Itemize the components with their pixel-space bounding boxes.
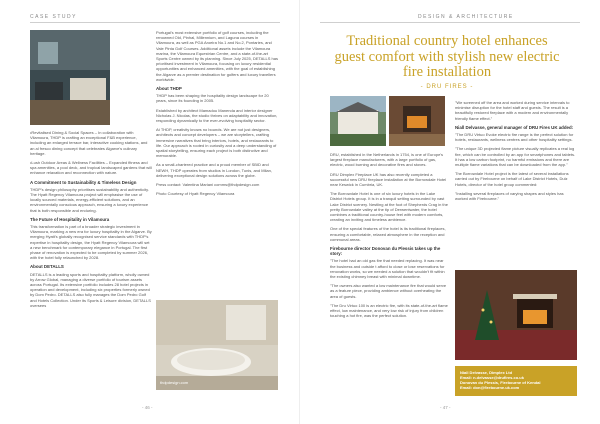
contact-line: Niall Delvasse, Dimplex Ltd xyxy=(460,370,513,375)
paragraph: "The owners also wanted a low maintenance fire that would serve as a feature piece, providing ambience without overheating the area of guests. xyxy=(330,283,447,299)
paragraph: DRU Dimplex Fireplace UK has also recently completed a successful new DRU fireplace installation at the Borrowdale Hotel near Keswick in Cumbria, UK. xyxy=(330,171,447,188)
paragraph: One of the special features of the hotel is its traditional fireplaces, ensuring a comfortable, relaxed atmosphere in the reception and communal areas. xyxy=(330,226,446,242)
header-divider xyxy=(30,22,280,23)
right-col-1 xyxy=(330,152,448,322)
paragraph: As a small-chartered practice and a proud member of SBID and NEWH, THDP operates from studios in London, Tunis, and Milan, delivering exceptional design solutions across the globe. xyxy=(156,162,272,178)
section-header: CASE STUDY xyxy=(30,14,77,20)
page-number: - 47 - xyxy=(440,405,451,410)
paragraph: This transformation is part of a broader strategic investment in Vilamoura, marking a new era for luxury hospitality in the Algarve. By merging Hyatt's globally recognised service standards with THDP's expertise in hospitality design, the Hyatt Regency Vilamoura will set a new benchmark for contemporary elegance in Portugal. The first phase of renovation is expected to be completed by summer 2026, with the hotel fully relaunched by 2028. xyxy=(30,224,152,261)
paragraph: DRU, established in the Netherlands in 1754, is one of Europe's largest fireplace manufacturers, with a large portfolio of gas, electric, wood burning and decorative fires and stoves. xyxy=(330,152,444,168)
right-col-2 xyxy=(455,100,577,205)
header-divider xyxy=(320,22,580,23)
paragraph: The Borrowdale Hotel is one of six luxury hotels in the Lake District Hotels group. It is in a tranquil setting surrounded by vast Lake District scenery. Nestling at the foot of Shepherds Crag in the pretty Borrowdale valley at the tip of Derwentwater, the hotel combines a traditional country-house feel with modern comforts, creating an inviting and timeless ambience. xyxy=(330,191,448,223)
contact-box xyxy=(455,366,577,396)
hotel-exterior-photo xyxy=(330,96,386,146)
contact-line: Donovan du Plessis, Firebourne of Kendal xyxy=(460,380,541,385)
paragraph: Portugal's most extensive portfolio of golf courses, including the renowned Old, Pinhal, Millennium, and Laguna courses in Vilamoura, as well as PGA Aroeira No.1 and No.2, Pontaries, and Vale Pinta Golf Courses. Additional assets include the Vilamoura marina, the Vilamoura Equestrian Centre, and a state-of-the-art Sports Centre owned by its planning. Since July 2025, DETALLS has prioritised investment in Vilamoura, focusing on luxury residential opportunities and enhanced amenities, with the goal of establishing the Algarve as a premier destination for golfers and luxury travellers worldwide. xyxy=(156,30,278,82)
paragraph: "Installing several fireplaces of varying shapes and styles has worked with Firebourne." xyxy=(455,190,564,202)
paragraph: THDP has been shaping the hospitality design landscape for 20 years, since its founding in 2005. xyxy=(156,93,269,104)
paragraph: The Borrowdale Hotel project is the latest of several installations carried out by Firebourne on behalf of Lake District Hotels, Dulz Hotels, director of the hotel group commented: xyxy=(455,171,569,187)
photo-caption[interactable]: thdpdesign.com xyxy=(160,380,189,385)
section-heading: The Future of Hospitality in Vilamoura xyxy=(30,216,110,222)
paragraph: "The unique 3D projected flame picture visually replicates a real log fire, which can be controlled by an app for smartphones and tablets. It has a low carbon footprint, no harmful emissions and there are multiple flame variations that can be downloaded from the app." xyxy=(455,146,576,168)
left-col-2 xyxy=(156,30,278,200)
paragraph: "We screened off the area and worked during service intervals to minimise disruption for the hotel staff and guests. The result is a beautifully restored fireplace with a modern and environmentally friendly flame effect." xyxy=(455,100,570,121)
paragraph: At THDP, creativity knows no bounds. We are not just designers, architects and concept developers – we are storytellers, crafting immersive narratives that bring interiors, hotels, and restaurants to life. Our approach is rooted in curiosity and a deep understanding of spatial storytelling, ensuring each project is both distinctive and memorable. xyxy=(156,127,277,159)
section-heading: About THDP xyxy=(156,86,182,92)
press-contact: Press contact: Valentina Mariani comms@thdpdesign.com xyxy=(156,182,260,188)
hotel-room-photo xyxy=(30,30,110,125)
photo-credit: Photo Courtesy of Hyatt Regency Vilamoura xyxy=(156,191,235,197)
left-col-1 xyxy=(30,130,152,312)
section-heading: Firebourne director Donovan du Plessis takes up the story: xyxy=(330,246,441,257)
paragraph: "The Dru Virtuo 100 is an electric fire, with its state-of-the-art flame effect, low maintenance, and very low risk of injury from children touching a hot fire, was the perfect solution. xyxy=(330,302,448,319)
christmas-lounge-photo xyxy=(455,270,577,360)
section-heading: A Commitment to Sustainability & Timeless Design xyxy=(30,179,137,185)
paragraph: THDP's design philosophy prioritises sustainability and authenticity. The Hyatt Regency Vilamoura project will emphasise the use of locally sourced materials, energy-efficient solutions, and an environmentally conscious approach, ensuring a luxury experience that is both responsible and enduring. xyxy=(30,186,149,213)
section-heading: Niall Delvasse, general manager of DRU Fires UK added: xyxy=(455,124,574,130)
paragraph: "The hotel had an old gas fire that needed replacing. It was near the business and outside t afford to close or lose reservations for renovation works, so we needed a solution that wouldn't fit within the existing chimney breast with minimal downtime. xyxy=(330,258,445,280)
bathroom-photo xyxy=(156,300,278,390)
paragraph: "The DRU Virtuo Evoke electric fire range is the perfect solution for hotels, restaurants, wellness centres and other hospitality settings. xyxy=(455,132,574,143)
article-subtitle: - DRU FIRES - xyxy=(420,84,474,90)
article-title: Traditional country hotel enhances guest comfort with stylish new electric fire installation xyxy=(334,33,560,80)
contact-email[interactable]: Email: don@firebourne.uk.com xyxy=(460,385,520,390)
page-number: - 46 - xyxy=(142,405,153,410)
contact-email[interactable]: Email: n.delvasse@drufires.co.uk xyxy=(460,375,524,380)
paragraph: Established by architect Mamadou Manenda and interior designer Nicholas J. Nicolas, the studio thrives on adaptability and innovation, responding dynamically to the ever-evolving hospitality sector. xyxy=(156,107,278,124)
section-header: DESIGN & ARCHITECTURE xyxy=(418,14,514,20)
paragraph: •Lush Outdoor Areas & Wellness Facilities – Expanded fitness and spa amenities, a pool deck, and tropical landscaped gardens that will enhance relaxation and reconnection with nature. xyxy=(30,160,152,176)
paragraph: DETALLS is a leading sports and hospitality platform, wholly owned by Arrow Global, managing a diverse portfolio of tourism assets across Portugal. Its extensive portfolio includes 28 hotel projects in operation and development, including six properties formerly owned by Dom Pedro. DETALLS also fully manages the Dom Pedro Golf and Hotels Collection. Under its Sports & Leisure division, DETALLS oversees xyxy=(30,271,151,308)
section-heading: About DETALLS xyxy=(30,264,64,270)
fireplace-lounge-photo xyxy=(389,96,445,146)
paragraph: •Revitalised Dining & Social Spaces – In collaboration with Vilamoura, THDP is crafting an exceptional F&B experience, including an enlarged terrace bar, interactive cooking stations, and an al fresco dining concept that celebrates Algarve's culinary heritage. xyxy=(30,130,148,156)
